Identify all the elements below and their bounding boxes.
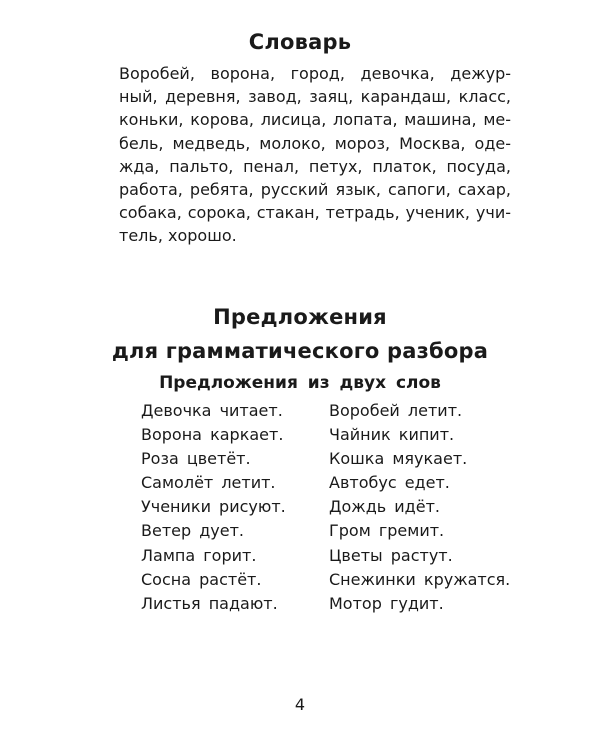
sentence-item: Лампа горит. — [141, 545, 257, 565]
sentence-item: Автобус едет. — [329, 473, 450, 493]
sentence-item: Мотор гудит. — [329, 593, 444, 613]
sentence-item: Снежинки кружатся. — [329, 569, 511, 589]
sentence-item: Роза цветёт. — [141, 449, 251, 469]
sentence-item: Ученики рисуют. — [141, 497, 286, 517]
sentences-right-column — [329, 399, 510, 616]
sentences-title: Предложения — [213, 305, 387, 329]
sentence-item: Чайник кипит. — [329, 425, 455, 445]
sentence-item: Сосна растёт. — [141, 569, 262, 589]
vocabulary-line: собака, сорока, стакан, тетрадь, ученик, учи- — [119, 203, 511, 223]
sentence-item: Самолёт летит. — [141, 473, 276, 493]
sentences-left-column — [141, 399, 286, 616]
vocabulary-line: коньки, корова, лисица, лопата, машина, ме- — [119, 110, 511, 130]
sentences-subtitle: Предложения из двух слов — [159, 373, 441, 393]
vocabulary-line: Воробей, ворона, город, девочка, дежур- — [119, 64, 511, 83]
sentence-item: Гром гремит. — [329, 521, 445, 541]
sentence-item: Цветы растут. — [329, 545, 453, 565]
vocabulary-line: работа, ребята, русский язык, сапоги, сахар, — [119, 180, 511, 200]
sentence-item: Дождь идёт. — [329, 497, 440, 517]
vocabulary-paragraph — [119, 62, 511, 248]
vocabulary-line: тель, хорошо. — [119, 226, 237, 246]
sentence-item: Девочка читает. — [141, 401, 283, 420]
sentence-item: Листья падают. — [141, 593, 278, 613]
vocabulary-line: ный, деревня, завод, заяц, карандаш, класс, — [119, 87, 511, 107]
sentence-item: Ветер дует. — [141, 521, 245, 541]
vocabulary-line: жда, пальто, пенал, петух, платок, посуда, — [119, 156, 511, 176]
vocabulary-title: Словарь — [248, 30, 352, 54]
sentence-item: Ворона каркает. — [141, 425, 284, 445]
vocabulary-line: бель, медведь, молоко, мороз, Москва, оде- — [119, 133, 511, 153]
page-number: 4 — [294, 695, 306, 714]
sentences-title-line2: для грамматического разбора — [111, 339, 489, 363]
sentence-item: Воробей летит. — [329, 401, 463, 420]
sentence-item: Кошка мяукает. — [329, 449, 468, 469]
